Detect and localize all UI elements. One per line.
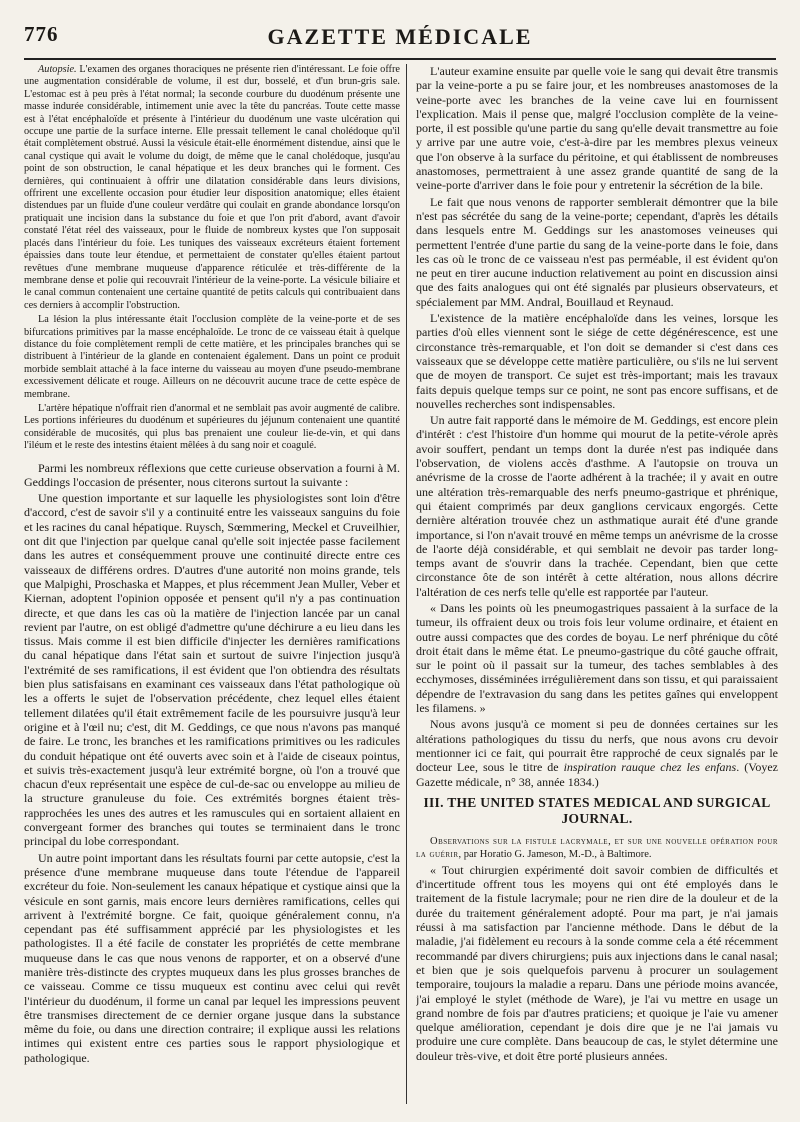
article-subtitle [416,835,778,861]
journal-title: GAZETTE MÉDICALE [267,24,533,49]
lee-text-start: Nous avons jusqu'à ce moment si peu de données certaines sur les altérations pathologiques du tissu du nerfs, que nous avons cru devoir mentionner ici ce fait, qui pourrait être rapproché de ceux signalés par le docteur Lee, sous le titre de [416,717,778,775]
lee-reference-paragraph [416,717,778,788]
asthma-case-paragraph: Un autre fait rapporté dans le mémoire de M. Geddings, est encore plein d'intérêt : c'est l'histoire d'un homme qui mourut de la petite-vérole après avoir souffert, pendant un temps dont la durée n'est pas indiquée dans l'observation, de violens accès d'asthme. A l'autopsie on trouva un anévrisme de la crosse de l'aorte adhérent à la trachée; il y avait en outre une altération très-remarquable des nerfs pneumo-gastrique et phrénique, qui étaient comprimés par deux ganglions cervicaux engorgés. Cette dernière altération trouvée chez un asthmatique aurait été d'une grande importance, si l'on n'avait trouvé en même temps un anévrisme de la crosse de l'aorte déjà considérable, et qui semblait ne devoir pas tarder long-temps avant de s'ouvrir dans la trachée. Cependant, bien que cette circonstance ôte de son intérêt à cette altération, nous allons décrire l'altération de ces nerfs telle qu'elle est rapportée par l'auteur. [416,413,778,599]
reflections-intro: Parmi les nombreux réflexions que cette curieuse observation a fourni à M. Geddings l'occasion de présenter, nous citerons surtout la suivante : [24,460,400,489]
encephaloid-paragraph: L'existence de la matière encéphaloïde dans les veines, lorsque les parties d'où elles viennent sont le siége de cette dégénérescence, est une circonstance très-remarquable, et l'on doit se demander si c'est dans ces vaisseaux que se développe cette matière particulière, ou s'ils ne lui servent que de moyen de transport. Ce sujet est très-important; mais les travaux faits depuis quelque temps sur ce point, ne sont pas encore suffisans, et de nouvelles recherches sont indispensables. [416,311,778,411]
lacrymal-fistula-quote: « Tout chirurgien expérimenté doit savoir combien de difficultés et d'incertitude offrent tous les moyens qui ont été employés dans le traitement de la fistule lacrymale; pour ne rien dire de la douleur et de la durée du traitement généralement adopté. Pour ma part, je n'ai jamais réussi à ma satisfaction par l'ancienne méthode. Dans le début de la maladie, j'ai fidèlement eu recours à la sonde comme cela a été récemment recommandé par divers chirurgiens; puis aux injections dans le canal nasal; et bien que je sois quelquefois parvenu à procurer un soulagement temporaire, toujours la maladie a reparu. Dans une période moins avancée, j'ai employé le stylet (méthode de Ware), je l'ai vu mettre en usage un grand nombre de fois par d'autres praticiens; et quoique je l'aie vu amener quelque amélioration, cependant je dois dire que je ne l'ai jamais vu produire une cure complète. Dans beaucoup de cas, le stylet détermine une douleur très-vive, et doit être porté plusieurs années. [416,862,778,1063]
lee-italic-title: inspiration rauque chez les enfans [563,760,737,775]
autopsy-paragraph-1 [24,64,400,312]
mucous-membrane-paragraph: Un autre point important dans les résultats fourni par cette autopsie, c'est la présence d'une membrane muqueuse dans toute l'étendue de l'appareil excréteur du foie. Non-seulement les canaux hépatique et cystique ainsi que la vésicule en sont garnis, mais encore leurs dernières ramifications, celles qui arrivent à l'extrémité borgne. Ce fait, quoique généralement connu, n'a cependant pas été suffisamment apprécié par les physiologistes et les pathologistes. Il a été facile de constater les propriétés de cette membrane muqueuse dans le cas que nous venons de rapporter, et on a observé d'une manière très-distincte des cryptes muqueux dans les plus grosses branches de ce vaisseau. Comme ce tissu muqueux est continu avec celui qui revêt l'intérieur du duodénum, il forme un canal par lequel les impressions peuvent être transmises directement de ce dernier organe jusque dans la substance même du foie, ou dans une direction contraire; il explique aussi les relations intimes qui existent entre ces parties sous le rapport physiologique et pathologique. [24,850,400,1065]
article-subtitle-caps: Observations sur la fistule lacrymale, et sur une nouvelle opération pour la guérir [416,835,778,860]
portal-vein-paragraph: L'auteur examine ensuite par quelle voie le sang qui devait être transmis par la veine-porte a pu se faire jour, et les nombreuses anastomoses de la veine-porte avec les branches de la veine cave lui en fournissent l'explication. Mais il pense que, malgré l'occlusion complète de la veine-porte, il est possible qu'une partie du sang qu'elle devait transmettre au foie y arrive par une autre voie, c'est-à-dire par les membres plexus veineux que l'on observe à la surface du péritoine, et qui établissent de nombreuses anastomoses, permettraient à une assez grande quantité de sang de la veine-porte d'arriver dans le foie pour y entretenir la sécrétion de la bile. [416,64,778,193]
right-column [416,64,778,1108]
autopsy-text-1: L'examen des organes thoraciques ne présente rien d'intéressant. Le foie offre une augmentation considérable de volume, il est dur, bosselé, et d'un brun-gris sale. L'estomac est à peu près à l'état normal; la seconde courbure du duodénum présente une masse indurée considérable, intimement unie avec la tête du pancréas. Toute cette masse est à l'état encéphaloïde et présente à l'intérieur du duodénum une vaste ulcération qui occupe une partie de la surface interne. Elle pressait tellement le canal cholédoque qu'il était complètement obstrué. Aussi la vésicule était-elle énormément distendue, ainsi que le canal cystique qui avait le volume du doigt, de même que le canal cholédoque, jusqu'au point de son obstruction, le canal hépatique et les deux branches qui le forment. Ces dernières, qui continuaient à offrir une dilatation considérable dans leurs divisions, offrirent une excellente occasion pour étudier leur disposition anatomique; elles étaient distendues par un fluide d'une couleur verdâtre qui coulait en grande abondance lorsqu'on pratiquait une incision dans la substance du foie et que l'on prit d'abord, avant d'avoir constaté l'état réel des vaisseaux, pour le fluide de nombreux kystes que l'on supposait placés dans l'intérieur du foie. Les tuniques des vaisseaux excréteurs étaient fortement épaissies dans toute leur étendue, et permettaient de constater qu'elles étaient partout revêtues d'une membrane muqueuse d'apparence réticulée et très-différente de la membrane dense et polie qui recouvrait l'intérieur de la veine-porte. La vésicule biliaire et le canal commun contenaient une certaine quantité de petits calculs qui contribuaient dans ces derniers à accomplir l'obstruction. [24,64,400,311]
article-subtitle-author: , par Horatio G. Jameson, M.-D., à Baltimore. [458,848,652,860]
lee-text-end: . (Voyez Gazette médicale, n° 38, année 1834.) [416,760,778,789]
page-number: 776 [24,22,59,46]
nerve-quote: « Dans les points où les pneumogastriques passaient à la surface de la tumeur, ils offraient deux ou trois fois leur volume ordinaire, et étaient en outre aussi compactes que des cordes de boyau. Le nerf phrénique du côté droit était dans le même état. Le pneumo-gastrique du côté gauche offrait, sur le point où il passait sur la tumeur, des taches semblables à des ecchymoses, disséminées irrégulièrement dans son tissu, et qui paraissaient dépendre de l'extravasion du sang dans les petites gaînes qui enveloppent les filamens. » [416,600,778,716]
autopsy-paragraph-2: La lésion la plus intéressante était l'occlusion complète de la veine-porte et de ses bifurcations primitives par la masse encéphaloïde. Le tronc de ce vaisseau était à quelque distance du foie complètement rempli de cette matière, et les principales branches qui se distribuent à l'intérieur de la glande en contenaient également. Dans un point ce produit morbide semblait attaché à la face interne du vaisseau au moyen d'une pseudo-membrane excessivement délicate et rouge. Ailleurs on ne découvrit aucune trace de cette espèce de membrane. [24,314,400,400]
page-header [24,20,776,60]
column-divider [406,64,407,1104]
left-column [24,64,400,1108]
autopsy-label: Autopsie. [38,64,77,75]
bile-secretion-paragraph: Le fait que nous venons de rapporter semblerait démontrer que la bile n'est pas sécrétée du sang de la veine-porte; cependant, d'après les détails dans lesquels entre M. Geddings sur les anastomoses veineuses qui permettent l'entrée d'une partie du sang de la veine-porte dans le foie, dans les cas où le tronc de ce vaisseau n'est pas perméable, il est évident qu'on ne peut en tirer aucune induction relativement au point en discussion ainsi que des faits analogues qui ont été signalés par plusieurs observateurs, et spécialement par MM. Andral, Bouillaud et Reynaud. [416,194,778,309]
autopsy-paragraph-3: L'artère hépatique n'offrait rien d'anormal et ne semblait pas avoir augmenté de calibre. Les portions inférieures du duodénum et supérieures du jéjunum contenaient une quantité considérable de mucosités, qui plus bas prenaient une couleur lie-de-vin, et qui dans l'iléum et le reste des intestins étaient mêlées à du sang noir et coagulé. [24,402,400,452]
section-heading: III. THE UNITED STATES MEDICAL AND SURGICAL JOURNAL. [423,794,771,826]
continuity-paragraph: Une question importante et sur laquelle les physiologistes sont loin d'être d'accord, c'est de savoir s'il y a continuité entre les vaisseaux sanguins du foie et les racines du canal hépatique. Ruysch, Sœmmering, Meckel et Cruveilhier, ont dit que l'injection par quelque canal qu'elle soit injectée passe facilement dans les autres et conséquemment prouve une continuité directe entre ces vaisseaux de différens ordres. D'autres d'une autorité non moins grande, tels que Malpighi, Proschaska et Mappes, et plus récemment Jean Muller, Veber et Kiernan, adoptent l'opinion opposée et pensent qu'il n'y a pas continuation directe, et que dans les cas où la matière de l'injection lancée par un canal revient par l'autre, on est obligé d'admettre qu'une déchirure a eu lieu dans les tissus. Mais comme il est bien difficile d'injecter les dernières ramifications du canal hépatique dans l'état sain et surtout de suivre l'injection jusqu'à l'extrémité de ses ramifications, il est évident que l'on obtiendra des résultats bien plus satisfaisans en examinant ces vaisseaux dans l'état pathologique où les a offerts le sujet de l'observation précédente, chez lequel elles étaient tellement dilatées qu'il était extrêmement facile de les poursuivre jusqu'à leur origine et à l'œil nu; c'est, dit M. Geddings, ce que nous n'avons pas manqué de faire. Le tronc, les branches et les ramifications primitives ou les radicules du conduit hépatique ont été ouverts avec soin et à l'aide de ciseaux pointus, et suivis très-exactement jusqu'à leur extrémité borgne, où l'on a trouvé que chacun d'eux représentait une espèce de cul-de-sac ou enveloppe au milieu de la structure granuleuse du foie. Ces extrémités borgnes étaient très-rapprochées les unes des autres et les ramuscules qui en sortaient allaient en convergeant former des branches qui toutes se terminaient dans le tronc principal du lobe correspondant. [24,491,400,849]
